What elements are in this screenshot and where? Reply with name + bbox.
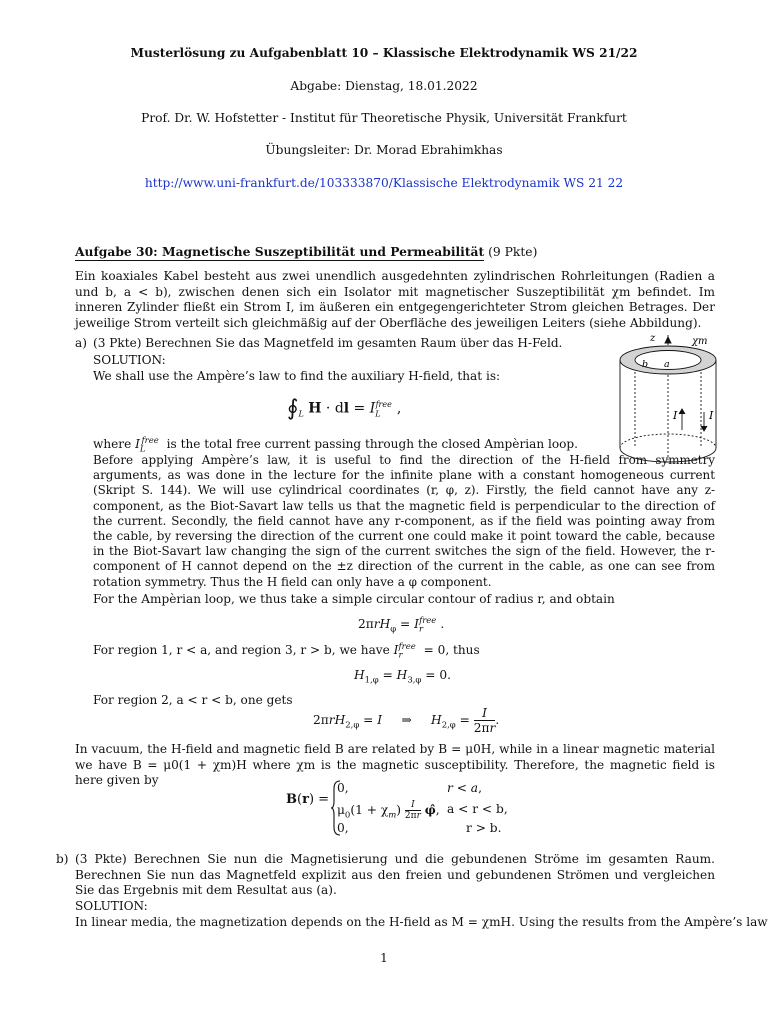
label-chi: χm [692,336,708,347]
case-2-value: $\mu_0(1 + \chi_m)$ $\frac{I}{2\pi r}$ φ̂, [337,800,440,821]
case-3-condition: r > b. [466,821,502,835]
symmetry-argument: Before applying Ampère’s law, it is useful to find the direction of the H-field from symmetry arguments, as was done in the lecture for the infinite plane with a constant homogeneous current (Skript S. 144). We will use cylindrical coordinates (r, φ, z). Firstly, the field cannot have any z-component, as the Biot-Savart law tells us that the magnetic field is perpendicular to the direction of the current. Secondly, the field cannot have any r-component, as if the field was pointing away from the cable, by reversing the direction of the current one could make it point toward the cable, because in the Biot-Savart law changing the sign of the current switches the sign of the field. However, the r-component of H cannot depend on the ±z direction of the current in the cable, as one can see from rotation symmetry. Thus the H field can only have a φ component. [93,453,715,589]
part-a-solution-label: SOLUTION: [93,353,166,367]
case-1-value: 0, [337,781,349,795]
loop-equation: $2\pi rH_\varphi = I_r^{free}$ . [358,616,445,635]
case-2-condition: a < r < b, [447,802,508,816]
problem-intro: Ein koaxiales Kabel besteht aus zwei unendlich ausgedehnten zylindrischen Rohrleitungen (Radien a und b, a < b), zwischen denen sich ein Isolator mit magnetischer Suszeptibilität χm befindet. Im inneren Zylinder fließt ein Strom I, im äußeren ein entgegengerichteter Strom gleichen Betrages. Der jeweilige Strom verteilt sich gleichmäßig auf der Oberfläche des jeweiligen Leiters (siehe Abbildung). [75,269,715,330]
label-current-inner: I [673,409,678,422]
case-1-condition: r < a, [447,781,482,795]
page-number: 1 [380,951,388,965]
tutor-line: Übungsleiter: Dr. Morad Ebrahimkhas [265,143,503,157]
course-link[interactable]: http://www.uni-frankfurt.de/103333870/Klassische Elektrodynamik WS 21 22 [144,176,624,190]
problem-heading: Aufgabe 30: Magnetische Suszeptibilität und Permeabilität [75,244,485,259]
region-1-3-equation: $H_{1,\varphi} = H_{3,\varphi} = 0$. [354,668,451,686]
region-2-equation: 2πrH$_{2,\varphi}$ = I ⇒ $H_{2,\varphi}$ = $\frac{I}{2\pi r}$ . [313,706,500,735]
amperian-loop-text: For the Ampèrian loop, we thus take a simple circular contour of radius r, and obtain [93,592,615,606]
part-b-intro-line: In linear media, the magnetization depends on the H-field as M = χmH. Using the results from the Ampère’s law [75,915,768,929]
part-b-task: (3 Pkte) Berechnen Sie nun die Magnetisierung und die gebundenen Ströme im gesamten Raum. Berechnen Sie nun das Magnetfeld explizit aus den freien und gebundenen Strömen und vergleichen Sie das Ergebnis mit dem Resultat aus (a). [75,852,715,897]
problem-points: (9 Pkte) [488,245,538,259]
free-current-definition: where $I_L^{free}$ is the total free current passing through the closed Ampèrian loop. [93,436,578,455]
part-a-label: a) [75,336,87,350]
ampere-law-equation: $∮_L$ H · dl = $I_L^{free}$ , [287,396,402,421]
label-a: a [664,359,670,370]
magnetic-field-equation: B(r) = [286,792,330,807]
case-3-value: 0, [337,821,349,835]
document-title: Musterlösung zu Aufgabenblatt 10 – Klassische Elektrodynamik WS 21/22 [130,46,638,60]
part-b-label: b) [56,852,69,866]
label-b: b [642,359,649,370]
region-1-3-label: For region 1, r < a, and region 3, r > b, we have [93,643,390,658]
label-z: z [650,333,656,344]
label-current-outer: I [709,409,714,422]
vacuum-relation-text: In vacuum, the H-field and magnetic field B are related by B = μ0H, while in a linear magnetic material we have B = μ0(1 + χm)H where χm is the magnetic susceptibility. Therefore, the magnetic field is here given by [75,742,715,787]
region-1-3-tail: = 0, thus [423,643,480,658]
part-a-task: (3 Pkte) Berechnen Sie das Magnetfeld im gesamten Raum über das H-Feld. [93,336,563,350]
part-b-solution-label: SOLUTION: [75,899,148,913]
part-a-intro-line: We shall use the Ampère’s law to find the auxiliary H-field, that is: [93,369,501,383]
region-1-3-text: For region 1, r < a, and region 3, r > b, we have $I_r^{free} = 0$, thus [93,642,480,661]
free-current-text: is the total free current passing through the closed Ampèrian loop. [166,437,578,452]
professor-line: Prof. Dr. W. Hofstetter - Institut für Theoretische Physik, Universität Frankfurt [141,111,627,125]
problem-heading-row [75,244,537,259]
due-date: Abgabe: Dienstag, 18.01.2022 [290,79,478,93]
region-2-text: For region 2, a < r < b, one gets [93,693,293,707]
